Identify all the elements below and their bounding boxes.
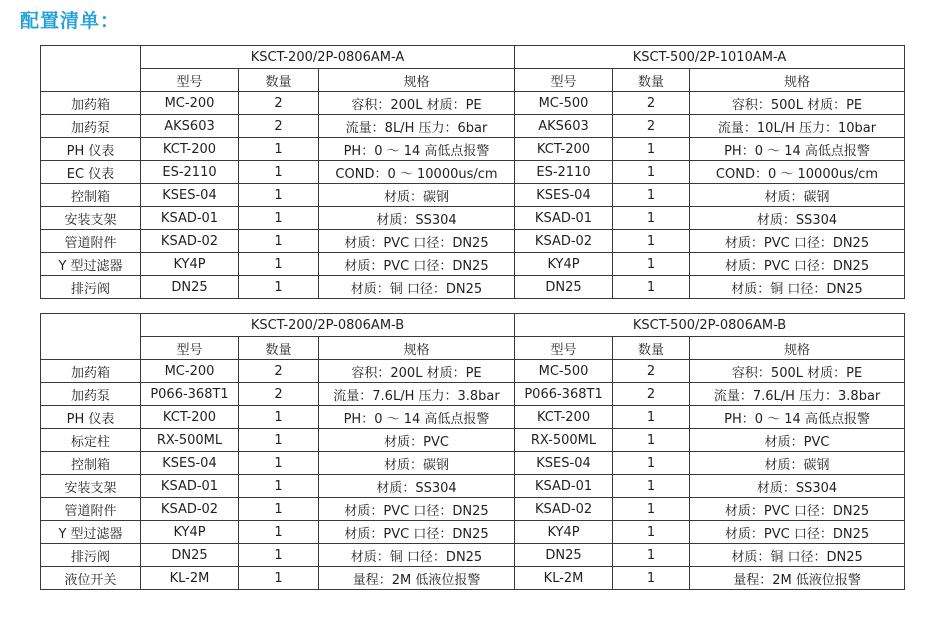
corner-cell	[41, 46, 141, 92]
left-spec-cell: 流量：7.6L/H 压力：3.8bar	[319, 383, 515, 406]
row-name-cell: PH 仪表	[41, 406, 141, 429]
table-row	[41, 429, 905, 452]
table-row	[41, 115, 905, 138]
left-model-title: KSCT-200/2P-0806AM-A	[141, 46, 515, 69]
left-spec-cell: 材质：碳钢	[319, 452, 515, 475]
left-qty-cell: 1	[239, 207, 319, 230]
right-spec-cell: 材质：PVC 口径：DN25	[690, 253, 905, 276]
right-model-cell: P066-368T1	[515, 383, 613, 406]
right-model-cell: ES-2110	[515, 161, 613, 184]
right-model-title: KSCT-500/2P-0806AM-B	[515, 314, 905, 337]
column-header-row	[41, 69, 905, 92]
right-spec-cell: 流量：10L/H 压力：10bar	[690, 115, 905, 138]
right-model-cell: RX-500ML	[515, 429, 613, 452]
right-spec-cell: COND：0 ～ 10000us/cm	[690, 161, 905, 184]
table-row	[41, 184, 905, 207]
right-model-cell: KSAD-01	[515, 207, 613, 230]
model-header-row	[41, 46, 905, 69]
row-name-cell: 标定柱	[41, 429, 141, 452]
table-row	[41, 230, 905, 253]
row-name-cell: 排污阀	[41, 544, 141, 567]
left-spec-cell: 材质：铜 口径：DN25	[319, 544, 515, 567]
left-qty-cell: 1	[239, 475, 319, 498]
left-model-cell: MC-200	[141, 92, 239, 115]
left-qty-cell: 1	[239, 567, 319, 590]
right-spec-cell: 材质：PVC 口径：DN25	[690, 521, 905, 544]
left-spec-cell: PH：0 ～ 14 高低点报警	[319, 138, 515, 161]
left-model-cell: MC-200	[141, 360, 239, 383]
right-spec-cell: PH：0 ～ 14 高低点报警	[690, 138, 905, 161]
right-spec-cell: 材质：PVC 口径：DN25	[690, 230, 905, 253]
table-row	[41, 544, 905, 567]
right-model-cell: KCT-200	[515, 138, 613, 161]
table-row	[41, 521, 905, 544]
left-spec-cell: 材质：PVC 口径：DN25	[319, 253, 515, 276]
left-qty-cell: 2	[239, 383, 319, 406]
right-qty-cell: 2	[613, 383, 690, 406]
right-qty-cell: 1	[613, 544, 690, 567]
col-header-model: 型号	[141, 69, 239, 92]
left-qty-cell: 1	[239, 498, 319, 521]
right-model-cell: DN25	[515, 276, 613, 299]
table-row	[41, 92, 905, 115]
table-row	[41, 567, 905, 590]
left-qty-cell: 1	[239, 138, 319, 161]
row-name-cell: 加药箱	[41, 92, 141, 115]
left-model-cell: DN25	[141, 276, 239, 299]
left-qty-cell: 1	[239, 161, 319, 184]
row-name-cell: 安装支架	[41, 207, 141, 230]
right-spec-cell: 材质：PVC	[690, 429, 905, 452]
left-model-cell: AKS603	[141, 115, 239, 138]
row-name-cell: 排污阀	[41, 276, 141, 299]
right-qty-cell: 1	[613, 230, 690, 253]
left-qty-cell: 2	[239, 92, 319, 115]
row-name-cell: 管道附件	[41, 498, 141, 521]
left-spec-cell: 材质：碳钢	[319, 184, 515, 207]
left-spec-cell: 材质：PVC 口径：DN25	[319, 521, 515, 544]
right-qty-cell: 2	[613, 92, 690, 115]
table-row	[41, 383, 905, 406]
table-row	[41, 498, 905, 521]
left-spec-cell: 容积：200L 材质：PE	[319, 92, 515, 115]
left-spec-cell: PH：0 ～ 14 高低点报警	[319, 406, 515, 429]
table-row	[41, 253, 905, 276]
page-title: 配置清单：	[20, 10, 121, 32]
right-model-cell: KCT-200	[515, 406, 613, 429]
left-qty-cell: 2	[239, 115, 319, 138]
left-model-cell: KY4P	[141, 521, 239, 544]
right-spec-cell: 材质：碳钢	[690, 452, 905, 475]
right-model-cell: MC-500	[515, 92, 613, 115]
right-model-cell: KL-2M	[515, 567, 613, 590]
left-model-cell: P066-368T1	[141, 383, 239, 406]
left-spec-cell: COND：0 ～ 10000us/cm	[319, 161, 515, 184]
col-header-qty: 数量	[613, 69, 690, 92]
row-name-cell: 控制箱	[41, 452, 141, 475]
col-header-qty: 数量	[239, 337, 319, 360]
left-spec-cell: 量程：2M 低液位报警	[319, 567, 515, 590]
right-qty-cell: 1	[613, 406, 690, 429]
table-row	[41, 360, 905, 383]
left-model-cell: KSES-04	[141, 184, 239, 207]
left-spec-cell: 材质：PVC 口径：DN25	[319, 230, 515, 253]
right-qty-cell: 1	[613, 567, 690, 590]
row-name-cell: 加药箱	[41, 360, 141, 383]
right-spec-cell: 流量：7.6L/H 压力：3.8bar	[690, 383, 905, 406]
table-row	[41, 207, 905, 230]
left-qty-cell: 1	[239, 406, 319, 429]
left-qty-cell: 1	[239, 544, 319, 567]
row-name-cell: PH 仪表	[41, 138, 141, 161]
left-model-cell: KSAD-02	[141, 498, 239, 521]
left-model-cell: KSES-04	[141, 452, 239, 475]
left-spec-cell: 材质：SS304	[319, 475, 515, 498]
col-header-model: 型号	[515, 337, 613, 360]
right-qty-cell: 1	[613, 452, 690, 475]
right-spec-cell: 材质：铜 口径：DN25	[690, 276, 905, 299]
right-spec-cell: PH：0 ～ 14 高低点报警	[690, 406, 905, 429]
right-model-cell: KY4P	[515, 253, 613, 276]
left-qty-cell: 2	[239, 360, 319, 383]
left-qty-cell: 1	[239, 184, 319, 207]
right-qty-cell: 1	[613, 498, 690, 521]
right-model-cell: KSAD-01	[515, 475, 613, 498]
right-spec-cell: 材质：SS304	[690, 475, 905, 498]
row-name-cell: 安装支架	[41, 475, 141, 498]
right-spec-cell: 材质：SS304	[690, 207, 905, 230]
row-name-cell: EC 仪表	[41, 161, 141, 184]
right-model-cell: AKS603	[515, 115, 613, 138]
config-table-b	[40, 313, 905, 590]
left-qty-cell: 1	[239, 429, 319, 452]
table-row	[41, 138, 905, 161]
left-spec-cell: 材质：PVC 口径：DN25	[319, 498, 515, 521]
right-spec-cell: 材质：碳钢	[690, 184, 905, 207]
left-model-title: KSCT-200/2P-0806AM-B	[141, 314, 515, 337]
col-header-spec: 规格	[690, 69, 905, 92]
column-header-row	[41, 337, 905, 360]
col-header-spec: 规格	[690, 337, 905, 360]
left-spec-cell: 流量：8L/H 压力：6bar	[319, 115, 515, 138]
left-qty-cell: 1	[239, 521, 319, 544]
right-qty-cell: 1	[613, 184, 690, 207]
right-qty-cell: 1	[613, 276, 690, 299]
right-model-cell: KSES-04	[515, 452, 613, 475]
left-spec-cell: 材质：PVC	[319, 429, 515, 452]
table-row	[41, 475, 905, 498]
right-qty-cell: 2	[613, 360, 690, 383]
table-row	[41, 452, 905, 475]
col-header-model: 型号	[141, 337, 239, 360]
left-spec-cell: 容积：200L 材质：PE	[319, 360, 515, 383]
right-spec-cell: 材质：PVC 口径：DN25	[690, 498, 905, 521]
left-qty-cell: 1	[239, 452, 319, 475]
left-model-cell: KL-2M	[141, 567, 239, 590]
right-qty-cell: 1	[613, 475, 690, 498]
right-qty-cell: 1	[613, 207, 690, 230]
col-header-qty: 数量	[239, 69, 319, 92]
right-model-cell: KSAD-02	[515, 498, 613, 521]
right-qty-cell: 2	[613, 115, 690, 138]
right-model-title: KSCT-500/2P-1010AM-A	[515, 46, 905, 69]
right-qty-cell: 1	[613, 521, 690, 544]
right-spec-cell: 材质：铜 口径：DN25	[690, 544, 905, 567]
right-model-cell: KSES-04	[515, 184, 613, 207]
corner-cell	[41, 314, 141, 360]
left-model-cell: DN25	[141, 544, 239, 567]
right-qty-cell: 1	[613, 429, 690, 452]
row-name-cell: 液位开关	[41, 567, 141, 590]
right-model-cell: MC-500	[515, 360, 613, 383]
right-spec-cell: 量程：2M 低液位报警	[690, 567, 905, 590]
right-model-cell: KSAD-02	[515, 230, 613, 253]
left-model-cell: KSAD-02	[141, 230, 239, 253]
table-row	[41, 406, 905, 429]
col-header-model: 型号	[515, 69, 613, 92]
left-model-cell: KSAD-01	[141, 475, 239, 498]
left-model-cell: RX-500ML	[141, 429, 239, 452]
right-model-cell: KY4P	[515, 521, 613, 544]
col-header-spec: 规格	[319, 337, 515, 360]
left-spec-cell: 材质：SS304	[319, 207, 515, 230]
left-model-cell: ES-2110	[141, 161, 239, 184]
row-name-cell: Y 型过滤器	[41, 253, 141, 276]
row-name-cell: Y 型过滤器	[41, 521, 141, 544]
right-qty-cell: 1	[613, 138, 690, 161]
row-name-cell: 管道附件	[41, 230, 141, 253]
left-model-cell: KY4P	[141, 253, 239, 276]
row-name-cell: 控制箱	[41, 184, 141, 207]
config-table-a	[40, 45, 905, 299]
table-row	[41, 161, 905, 184]
table-row	[41, 276, 905, 299]
left-qty-cell: 1	[239, 230, 319, 253]
left-spec-cell: 材质：铜 口径：DN25	[319, 276, 515, 299]
left-qty-cell: 1	[239, 253, 319, 276]
right-model-cell: DN25	[515, 544, 613, 567]
col-header-spec: 规格	[319, 69, 515, 92]
left-model-cell: KSAD-01	[141, 207, 239, 230]
right-spec-cell: 容积：500L 材质：PE	[690, 360, 905, 383]
right-qty-cell: 1	[613, 253, 690, 276]
col-header-qty: 数量	[613, 337, 690, 360]
row-name-cell: 加药泵	[41, 115, 141, 138]
left-model-cell: KCT-200	[141, 406, 239, 429]
left-model-cell: KCT-200	[141, 138, 239, 161]
right-spec-cell: 容积：500L 材质：PE	[690, 92, 905, 115]
row-name-cell: 加药泵	[41, 383, 141, 406]
left-qty-cell: 1	[239, 276, 319, 299]
model-header-row	[41, 314, 905, 337]
right-qty-cell: 1	[613, 161, 690, 184]
